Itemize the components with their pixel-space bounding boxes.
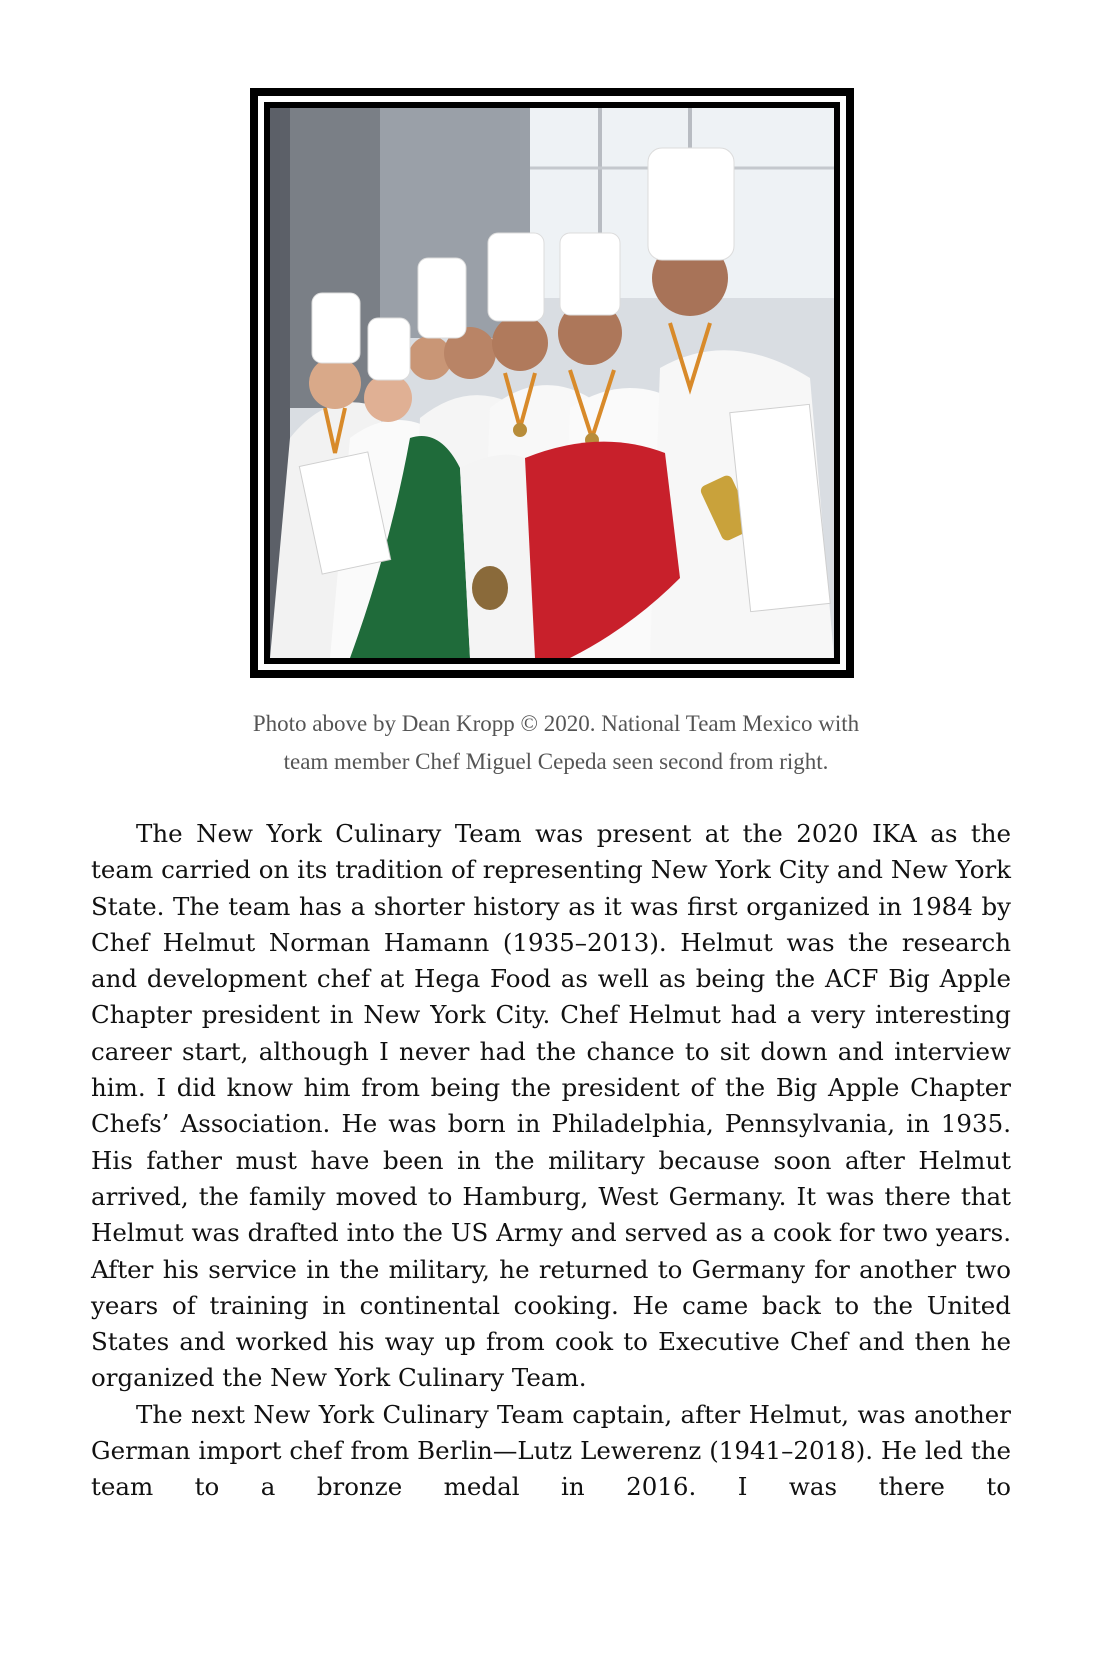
caption-line-1: Photo above by Dean Kropp © 2020. National Team Mexico with bbox=[252, 711, 860, 736]
paragraph-2: The next New York Culinary Team captain, after Helmut, was another German import chef from Berlin—Lutz Lewerenz (1941–2018). He led the team to a bronze medal in 2016. I was there to bbox=[91, 1399, 1011, 1502]
paragraph-1: The New York Culinary Team was present at the 2020 IKA as the team carried on its tradition of representing New York City and New York State. The team has a shorter history as it was first organized in 1984 by Chef Helmut Norman Hamann (1935–2013). Helmut was the research and development chef at Hega Food as well as being the ACF Big Apple Chapter president in New York City. Chef Helmut had a very interesting career start, although I never had the chance to sit down and interview him. I did know him from being the president of the Big Apple Chapter Chefs’ Association. He was born in Philadelphia, Pennsylvania, in 1935. His father must have been in the military because soon after Helmut arrived, the family moved to Hamburg, West Germany. It was there that Helmut was drafted into the US Army and served as a cook for two years. After his service in the military, he returned to Germany for another two years of training in continental cooking. He came back to the United States and worked his way up from cook to Executive Chef and then he organized the New York Culinary Team. bbox=[91, 819, 1011, 1393]
photo-mat bbox=[258, 96, 846, 670]
caption-line-2: team member Chef Miguel Cepeda seen second from right. bbox=[283, 749, 829, 774]
photo-frame bbox=[250, 88, 854, 678]
article-body bbox=[91, 816, 1011, 1506]
team-photo-illustration bbox=[270, 108, 834, 658]
photo-caption bbox=[120, 705, 992, 781]
team-photo bbox=[270, 108, 834, 658]
